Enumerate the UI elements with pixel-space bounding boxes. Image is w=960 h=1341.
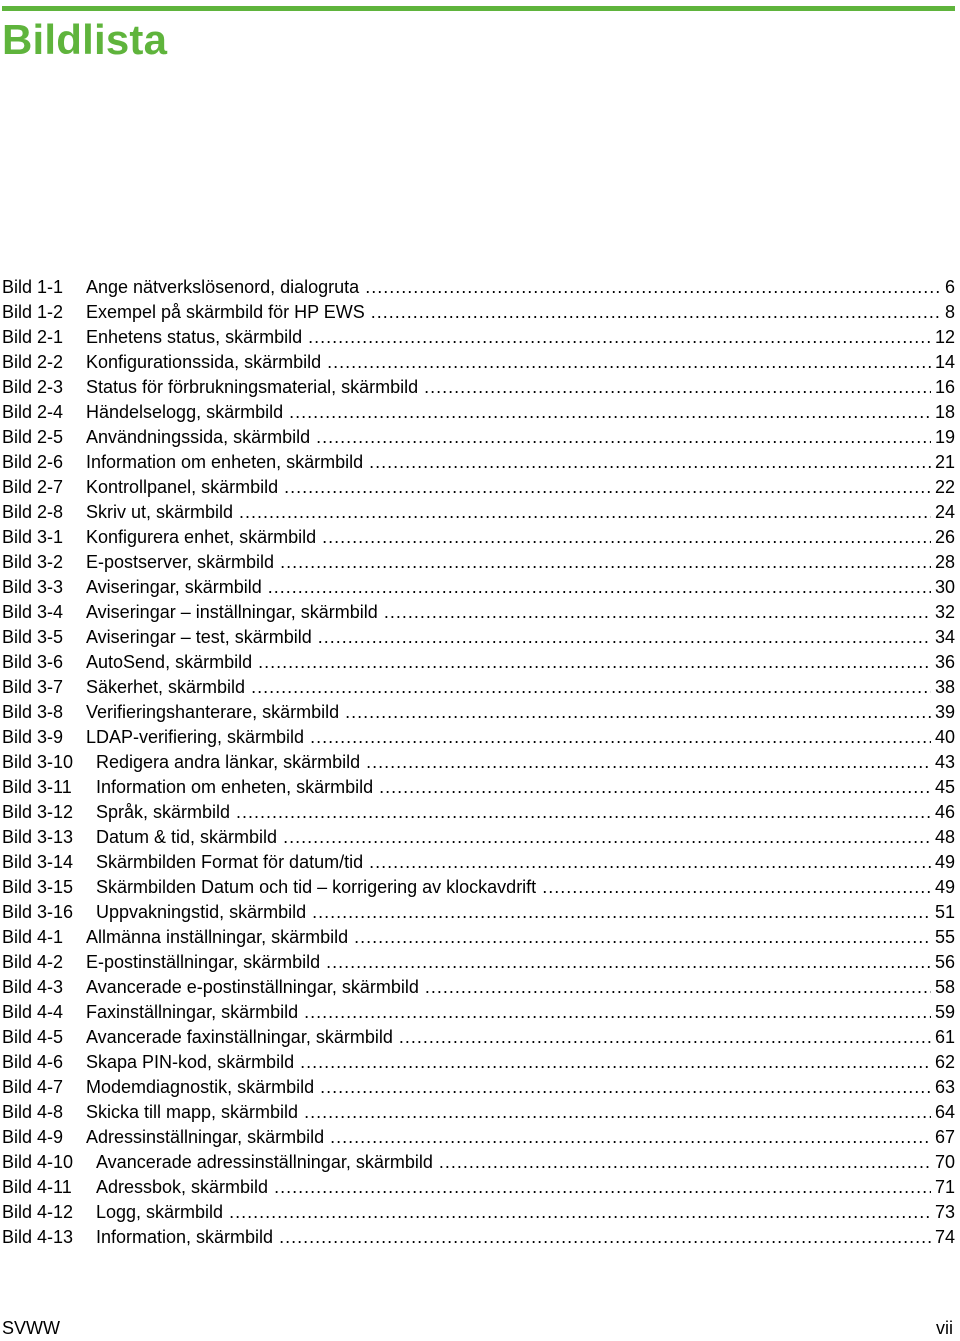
toc-entry[interactable] [2,1050,955,1075]
figure-number: Bild 3-10 [2,752,74,772]
dot-leader [354,925,931,950]
figure-title: Aviseringar, skärmbild [86,577,262,597]
figure-page-number: 36 [934,652,955,672]
dot-leader [239,500,931,525]
toc-entry[interactable] [2,950,955,975]
figure-number: Bild 3-7 [2,677,64,697]
figure-number: Bild 3-16 [2,902,74,922]
footer-left-label: SVWW [2,1318,60,1338]
figure-title: Uppvakningstid, skärmbild [96,902,307,922]
figure-page-number: 30 [934,577,955,597]
dot-leader [283,825,931,850]
figure-page-number: 26 [934,527,955,547]
figure-number: Bild 2-3 [2,377,64,397]
figure-page-number: 43 [934,752,955,772]
figure-number: Bild 4-10 [2,1152,74,1172]
dot-leader [229,1200,931,1225]
toc-entry[interactable] [2,1100,955,1125]
dot-leader [236,800,931,825]
figure-number: Bild 2-5 [2,427,64,447]
figure-title: AutoSend, skärmbild [86,652,253,672]
dot-leader [268,575,931,600]
toc-entry[interactable] [2,750,955,775]
figure-page-number: 55 [934,927,955,947]
dot-leader [258,650,931,675]
page-number: vii [936,1318,953,1338]
dot-leader [284,475,931,500]
toc-entry[interactable] [2,300,955,325]
figure-title: Information om enheten, skärmbild [86,452,364,472]
dot-leader [345,700,931,725]
figure-title: Faxinställningar, skärmbild [86,1002,299,1022]
dot-leader [304,1100,931,1125]
figure-number: Bild 3-13 [2,827,74,847]
figure-page-number: 71 [934,1177,955,1197]
toc-entry[interactable] [2,775,955,800]
figure-title: Avancerade faxinställningar, skärmbild [86,1027,393,1047]
figure-number: Bild 3-2 [2,552,64,572]
toc-entry[interactable] [2,925,955,950]
toc-entry[interactable] [2,1175,955,1200]
dot-leader [316,425,931,450]
toc-entry[interactable] [2,825,955,850]
figure-page-number: 38 [934,677,955,697]
figure-page-number: 18 [934,402,955,422]
figure-title: Adressinställningar, skärmbild [86,1127,325,1147]
figure-number: Bild 3-8 [2,702,64,722]
figure-page-number: 16 [934,377,955,397]
figure-number: Bild 4-13 [2,1227,74,1247]
figure-page-number: 49 [934,877,955,897]
toc-entry[interactable] [2,650,955,675]
figure-title: Konfigurationssida, skärmbild [86,352,322,372]
dot-leader [310,725,931,750]
figure-page-number: 6 [944,277,955,297]
figure-page-number: 21 [934,452,955,472]
figure-number: Bild 1-2 [2,302,64,322]
figure-number: Bild 3-12 [2,802,74,822]
dot-leader [379,775,931,800]
figure-title: Skriv ut, skärmbild [86,502,234,522]
figure-number: Bild 4-1 [2,927,64,947]
toc-entry[interactable] [2,675,955,700]
figure-title: E-postserver, skärmbild [86,552,275,572]
figure-number: Bild 3-6 [2,652,64,672]
figure-title: Skicka till mapp, skärmbild [86,1102,299,1122]
figure-page-number: 49 [934,852,955,872]
figure-title: Redigera andra länkar, skärmbild [96,752,361,772]
toc-entry[interactable] [2,875,955,900]
figure-title: Händelselogg, skärmbild [86,402,284,422]
figure-page-number: 61 [934,1027,955,1047]
figure-title: LDAP-verifiering, skärmbild [86,727,305,747]
figure-page-number: 58 [934,977,955,997]
figure-title: Skärmbilden Format för datum/tid [96,852,364,872]
header-rule [2,6,955,11]
figure-page-number: 63 [934,1077,955,1097]
figure-title: Konfigurera enhet, skärmbild [86,527,317,547]
figure-number: Bild 3-4 [2,602,64,622]
toc-entry[interactable] [2,900,955,925]
toc-entry[interactable] [2,475,955,500]
figure-list [2,275,955,1250]
figure-number: Bild 4-5 [2,1027,64,1047]
toc-entry[interactable] [2,700,955,725]
figure-page-number: 8 [944,302,955,322]
figure-title: Information, skärmbild [96,1227,274,1247]
dot-leader [424,375,931,400]
figure-number: Bild 2-4 [2,402,64,422]
toc-entry[interactable] [2,1225,955,1250]
toc-entry[interactable] [2,1025,955,1050]
dot-leader [384,600,931,625]
figure-title: Datum & tid, skärmbild [96,827,278,847]
toc-entry[interactable] [2,1125,955,1150]
figure-number: Bild 1-1 [2,277,64,297]
figure-title: Ange nätverkslösenord, dialogruta [86,277,360,297]
figure-number: Bild 3-11 [2,777,72,797]
figure-page-number: 40 [934,727,955,747]
figure-number: Bild 4-4 [2,1002,64,1022]
dot-leader [366,750,931,775]
dot-leader [330,1125,931,1150]
figure-number: Bild 2-6 [2,452,64,472]
dot-leader [308,325,931,350]
dot-leader [369,850,931,875]
figure-page-number: 12 [934,327,955,347]
dot-leader [542,875,931,900]
figure-title: Exempel på skärmbild för HP EWS [86,302,365,322]
toc-entry[interactable] [2,625,955,650]
figure-page-number: 74 [934,1227,955,1247]
figure-number: Bild 4-2 [2,952,64,972]
figure-page-number: 32 [934,602,955,622]
figure-title: Aviseringar – inställningar, skärmbild [86,602,378,622]
dot-leader [279,1225,931,1250]
figure-number: Bild 2-2 [2,352,64,372]
figure-number: Bild 4-9 [2,1127,64,1147]
toc-entry[interactable] [2,850,955,875]
toc-entry[interactable] [2,325,955,350]
dot-leader [399,1025,931,1050]
figure-number: Bild 3-5 [2,627,64,647]
figure-page-number: 28 [934,552,955,572]
figure-number: Bild 3-9 [2,727,64,747]
figure-title: Skärmbilden Datum och tid – korrigering av klockavdrift [96,877,537,897]
figure-number: Bild 4-11 [2,1177,72,1197]
figure-number: Bild 4-7 [2,1077,64,1097]
figure-page-number: 48 [934,827,955,847]
figure-number: Bild 4-3 [2,977,64,997]
toc-entry[interactable] [2,525,955,550]
dot-leader [304,1000,931,1025]
figure-page-number: 14 [934,352,955,372]
toc-entry[interactable] [2,800,955,825]
dot-leader [371,300,941,325]
toc-entry[interactable] [2,400,955,425]
figure-number: Bild 4-12 [2,1202,74,1222]
dot-leader [300,1050,931,1075]
figure-number: Bild 4-6 [2,1052,64,1072]
figure-title: Avancerade e-postinställningar, skärmbild [86,977,419,997]
figure-page-number: 45 [934,777,955,797]
figure-number: Bild 2-8 [2,502,64,522]
figure-page-number: 46 [934,802,955,822]
figure-number: Bild 3-3 [2,577,64,597]
figure-number: Bild 3-15 [2,877,74,897]
figure-page-number: 70 [934,1152,955,1172]
dot-leader [318,625,931,650]
toc-entry[interactable] [2,275,955,300]
figure-title: Status för förbrukningsmaterial, skärmbild [86,377,419,397]
figure-title: Skapa PIN-kod, skärmbild [86,1052,295,1072]
dot-leader [326,950,931,975]
figure-title: Kontrollpanel, skärmbild [86,477,279,497]
figure-page-number: 22 [934,477,955,497]
figure-title: Verifieringshanterare, skärmbild [86,702,340,722]
figure-page-number: 73 [934,1202,955,1222]
figure-title: Säkerhet, skärmbild [86,677,246,697]
toc-entry[interactable] [2,1075,955,1100]
figure-title: Språk, skärmbild [96,802,231,822]
dot-leader [439,1150,931,1175]
toc-entry[interactable] [2,450,955,475]
figure-title: Information om enheten, skärmbild [96,777,374,797]
toc-entry[interactable] [2,1000,955,1025]
toc-entry[interactable] [2,550,955,575]
figure-title: Användningssida, skärmbild [86,427,311,447]
toc-entry[interactable] [2,1150,955,1175]
dot-leader [251,675,931,700]
dot-leader [322,525,931,550]
dot-leader [289,400,931,425]
figure-page-number: 62 [934,1052,955,1072]
figure-page-number: 64 [934,1102,955,1122]
toc-entry[interactable] [2,350,955,375]
dot-leader [369,450,931,475]
dot-leader [312,900,931,925]
toc-entry[interactable] [2,500,955,525]
figure-number: Bild 2-1 [2,327,64,347]
figure-number: Bild 2-7 [2,477,64,497]
toc-entry[interactable] [2,425,955,450]
figure-page-number: 24 [934,502,955,522]
figure-number: Bild 3-14 [2,852,74,872]
dot-leader [365,275,941,300]
toc-entry[interactable] [2,575,955,600]
figure-page-number: 34 [934,627,955,647]
toc-entry[interactable] [2,725,955,750]
figure-page-number: 19 [934,427,955,447]
toc-entry[interactable] [2,1200,955,1225]
figure-title: Aviseringar – test, skärmbild [86,627,312,647]
figure-page-number: 51 [934,902,955,922]
dot-leader [274,1175,931,1200]
figure-page-number: 56 [934,952,955,972]
figure-title: Adressbok, skärmbild [96,1177,269,1197]
dot-leader [425,975,931,1000]
figure-page-number: 39 [934,702,955,722]
figure-title: Modemdiagnostik, skärmbild [86,1077,315,1097]
figure-page-number: 59 [934,1002,955,1022]
figure-title: Avancerade adressinställningar, skärmbild [96,1152,433,1172]
dot-leader [280,550,931,575]
toc-entry[interactable] [2,375,955,400]
figure-page-number: 67 [934,1127,955,1147]
figure-title: Enhetens status, skärmbild [86,327,303,347]
figure-number: Bild 3-1 [2,527,64,547]
figure-title: Logg, skärmbild [96,1202,224,1222]
toc-entry[interactable] [2,975,955,1000]
dot-leader [327,350,931,375]
figure-title: Allmänna inställningar, skärmbild [86,927,349,947]
dot-leader [320,1075,931,1100]
toc-entry[interactable] [2,600,955,625]
page-title: Bildlista [2,16,168,63]
figure-number: Bild 4-8 [2,1102,64,1122]
figure-title: E-postinställningar, skärmbild [86,952,321,972]
